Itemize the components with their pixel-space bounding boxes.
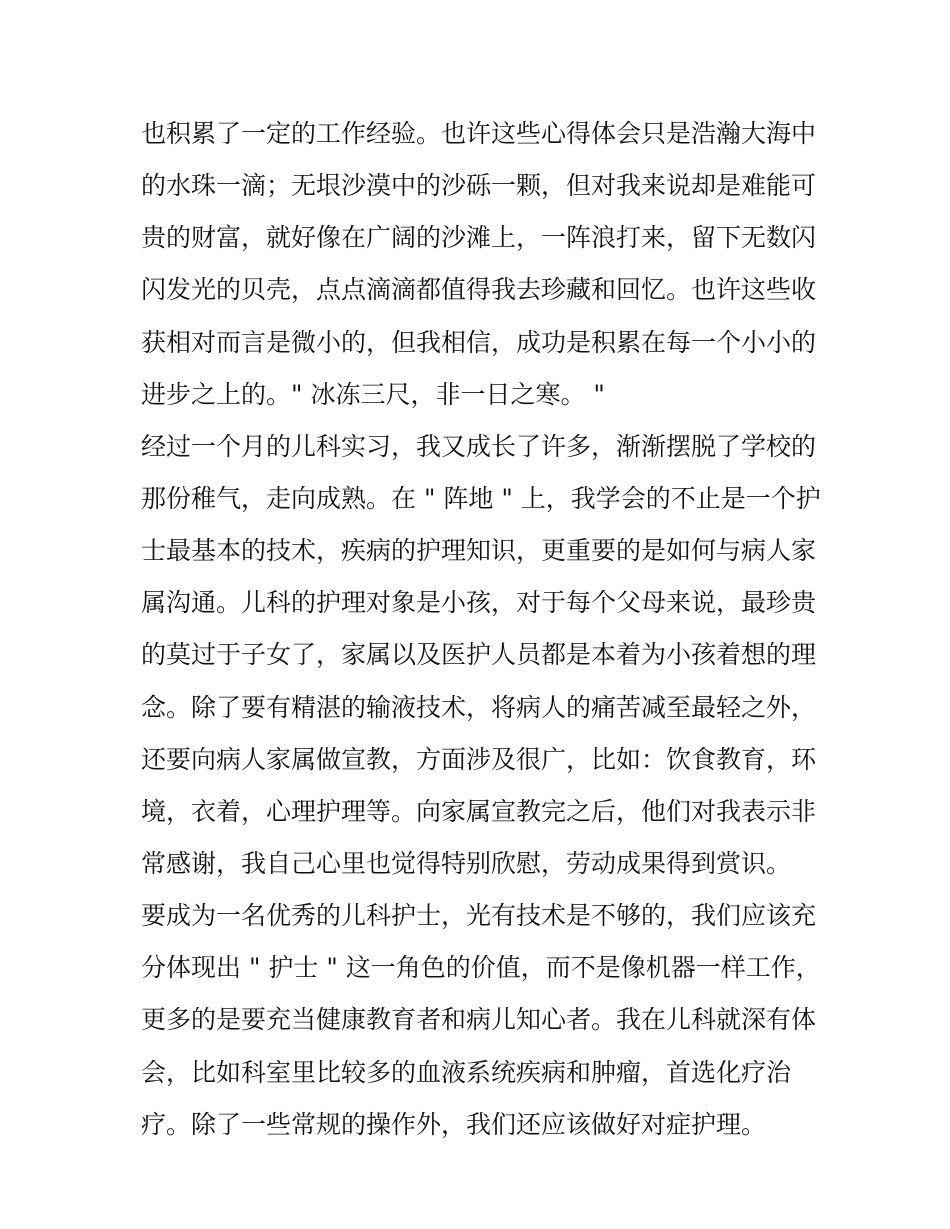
text-line: 那份稚气，走向成熟。在 " 阵地 " 上，我学会的不止是一个护 (141, 483, 821, 513)
text-line: 分体现出 " 护士 " 这一角色的价值，而不是像机器一样工作， (141, 953, 821, 983)
text-line: 常感谢，我自己心里也觉得特别欣慰，劳动成果得到赏识。 (141, 848, 792, 878)
text-line: 士最基本的技术，疾病的护理知识，更重要的是如何与病人家 (141, 536, 817, 566)
text-line: 境，衣着，心理护理等。向家属宣教完之后，他们对我表示非 (141, 796, 817, 826)
text-line: 经过一个月的儿科实习，我又成长了许多，渐渐摆脱了学校的 (141, 431, 817, 461)
paragraph-3 (141, 890, 821, 1151)
text-line: 进步之上的。" 冰冻三尺，非一日之寒。 " (141, 379, 605, 409)
document-body (141, 108, 821, 1151)
paragraph-2 (141, 421, 821, 890)
text-line: 的莫过于子女了，家属以及医护人员都是本着为小孩着想的理 (141, 640, 817, 670)
text-line: 疗。除了一些常规的操作外，我们还应该做好对症护理。 (141, 1109, 767, 1139)
text-line: 也积累了一定的工作经验。也许这些心得体会只是浩瀚大海中 (141, 119, 817, 148)
paragraph-1 (141, 108, 821, 421)
text-line: 贵的财富，就好像在广阔的沙滩上，一阵浪打来，留下无数闪 (141, 223, 817, 253)
text-line: 还要向病人家属做宣教，方面涉及很广，比如：饮食教育，环 (141, 744, 817, 774)
text-line: 会，比如科室里比较多的血液系统疾病和肿瘤，首选化疗治 (141, 1057, 792, 1087)
text-line: 属沟通。儿科的护理对象是小孩，对于每个父母来说，最珍贵 (141, 588, 817, 618)
text-line: 要成为一名优秀的儿科护士，光有技术是不够的，我们应该充 (141, 901, 817, 931)
text-line: 的水珠一滴；无垠沙漠中的沙砾一颗，但对我来说却是难能可 (141, 171, 817, 201)
text-line: 念。除了要有精湛的输液技术，将病人的痛苦减至最轻之外， (141, 692, 817, 722)
text-line: 获相对而言是微小的，但我相信，成功是积累在每一个小小的 (141, 327, 817, 357)
text-line: 闪发光的贝壳，点点滴滴都值得我去珍藏和回忆。也许这些收 (141, 275, 817, 305)
text-line: 更多的是要充当健康教育者和病儿知心者。我在儿科就深有体 (141, 1005, 817, 1035)
